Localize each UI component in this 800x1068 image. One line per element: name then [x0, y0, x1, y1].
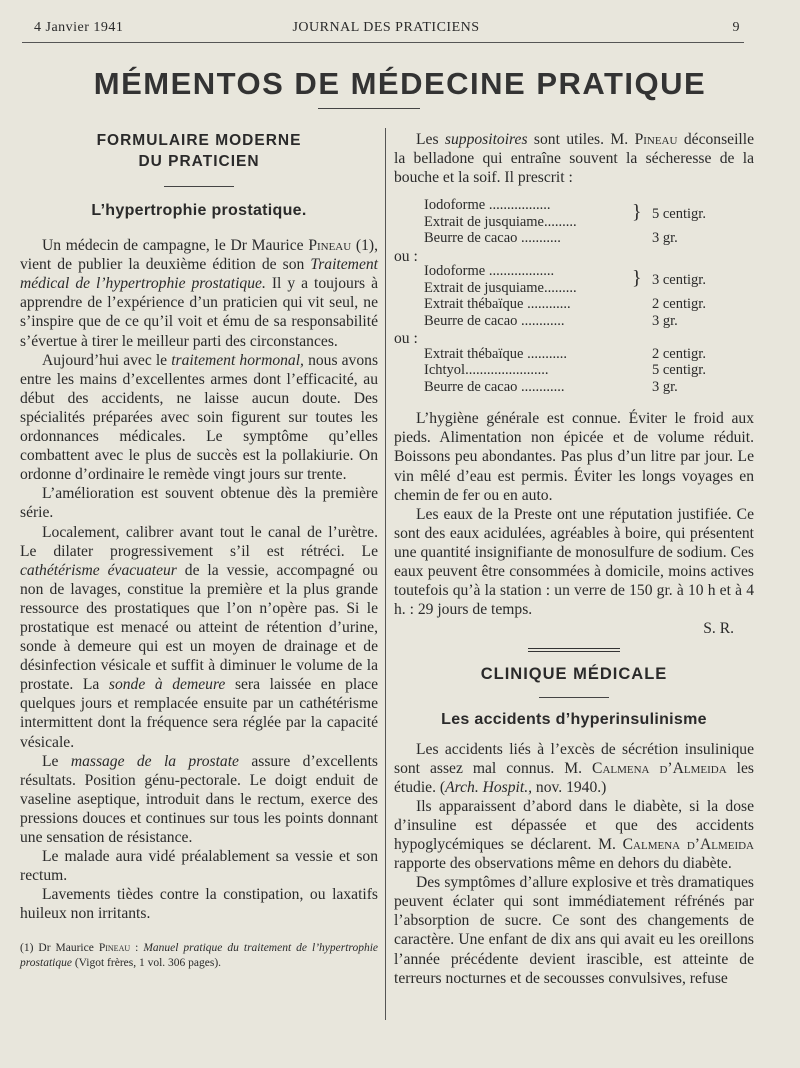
- author-name: Pineau: [308, 237, 352, 255]
- section-title-line-2: DU PRATICIEN: [138, 153, 260, 170]
- paragraph: Le malade aura vidé préalablement sa vessie et son rectum.: [20, 848, 378, 885]
- footnote: (1) Dr Maurice Pineau : Manuel pratique du traitement de l’hypertrophie prostatique (Vigot frères, 1 vol. 306 pages).: [20, 942, 378, 970]
- section-rule: [539, 697, 609, 698]
- section-title-line-1: FORMULAIRE MODERNE: [96, 132, 302, 149]
- paragraph: Les accidents liés à l’excès de sécrétion insulinique sont assez mal connus. M. Calmena d’Almeida les étudie. (Arch. Hospit., nov. 1940.): [394, 740, 754, 796]
- section-separator: [528, 648, 620, 652]
- title-rule: [318, 108, 420, 109]
- right-column: [394, 130, 754, 988]
- paragraph: Des symptômes d’allure explosive et très dramatiques peuvent éclater qui sont immédiatement réfrénés par l’absorption de sucre. Ce sont des changements de caractère. Une enfant de dix ans qui avait eu les oreillons l’année précédente devient irascible, est atteinte de terreurs nocturnes et de secousses convulsives, refuse: [394, 874, 754, 987]
- paragraph: Ils apparaissent d’abord dans le diabète, si la dose d’insuline est dépassée et que des accidents hypoglycémiques se déclarent. M. Calmena d’Almeida rapporte des observations même en dehors du diabète.: [394, 797, 754, 873]
- article-subtitle: L’hypertrophie prostatique.: [91, 202, 307, 219]
- issue-date: 4 Janvier 1941: [34, 20, 124, 35]
- page-number: 9: [732, 20, 740, 35]
- paragraph: L’amélioration est souvent obtenue dès la première série.: [20, 485, 378, 522]
- prescription-3: Extrait thébaïque ........... 2 centigr. Ichtyol....................... 5 centigr. Beurre de cacao ............ 3 gr.: [424, 345, 706, 395]
- section-title: [20, 130, 378, 172]
- header-rule: [22, 42, 744, 43]
- journal-name: JOURNAL DES PRATICIENS: [292, 20, 480, 35]
- paragraph: Les suppositoires sont utiles. M. Pineau déconseille la belladone qui entraîne souvent la sécheresse de la bouche et la soif. Il prescrit :: [394, 131, 754, 187]
- paragraph: Localement, calibrer avant tout le canal de l’urètre. Le dilater progressivement s’il est rétréci. Le cathétérisme évacuateur de la vessie, accompagné ou non de lavages, constitue la première et la plus grande ressource des prostatiques que l’on n’opère pas. Si le prostatique est menacé ou atteint de rétention d’urine, sonde à demeure qui est un moyen de drainage et de désinfection vésicale et suffit à diminuer le volume de la prostate. La sonde à demeure sera laissée en place quelques jours et remplacée ensuite par un cathétérisme intermittent dont la fréquence sera réglée par la capacité vésicale.: [20, 523, 378, 751]
- paragraph: Aujourd’hui avec le traitement hormonal, nous avons entre les mains d’excellentes armes dont l’efficacité, au début des accidents, ne laisse aucun doute. Des spécialités préparées avec soin figurent sur toutes les ordonnances médicales. Le symptôme qu’elles combattent avec le plus de succès est la pollakiurie. On ordonne d’ordinaire le remède vingt jours sur trente.: [20, 351, 379, 484]
- or-label: ou :: [394, 247, 418, 265]
- or-label: ou :: [394, 330, 418, 348]
- book-title: Traitement médical de l’hypertrophie prostatique.: [20, 256, 378, 293]
- page-title: MÉMENTOS DE MÉDECINE PRATIQUE: [93, 66, 707, 101]
- column-divider: [385, 128, 386, 1020]
- section2-title: CLINIQUE MÉDICALE: [480, 665, 668, 684]
- article-subtitle: Les accidents d’hyperinsulinisme: [441, 711, 707, 729]
- left-column: [20, 130, 378, 971]
- section-rule: [164, 186, 234, 187]
- running-header: [30, 20, 742, 40]
- paragraph: Le massage de la prostate assure d’excellents résultats. Position génu-pectorale. Le doigt enduit de vaseline aseptique, introduit dans le rectum, exerce des pressions douces et continues sur tous les points donnant une sensation de résistance.: [20, 752, 378, 846]
- paragraph: Les eaux de la Preste ont une réputation justifiée. Ce sont des eaux acidulées, agréables à boire, qui présentent une quantité insignifiante de monosulfure de sodium. Ces eaux peuvent être consommées à domicile, moins actives toutefois qu’à la station : un verre de 150 gr. à 10 h et à 4 h. : 29 jours de temps.: [394, 505, 754, 619]
- paragraph: Un médecin de campagne, le Dr Maurice Pineau (1), vient de publier la deuxième édition de son Traitement médical de l’hypertrophie prostatique. Il y a toujours à apprendre de l’expérience d’un praticien qui vit seul, ne s’inspire que de ce qu’il voit et ému de sa responsabilité s’évertue à tirer le meilleur parti des circonstances.: [20, 237, 378, 350]
- prescription-1: Iodoforme ................. Extrait de jusquiame......... } 5 centigr. Beurre de cacao ........... 3 gr.: [424, 197, 706, 247]
- signature: S. R.: [703, 620, 734, 638]
- prescription-2: Iodoforme .................. Extrait de jusquiame......... } 3 centigr. Extrait thébaïque ............ 2 centigr. Beurre de cacao ............ 3 gr.: [424, 263, 706, 329]
- paragraph: Lavements tièdes contre la constipation, ou laxatifs huileux non irritants.: [20, 886, 378, 923]
- paragraph: L’hygiène générale est connue. Éviter le froid aux pieds. Alimentation non épicée et de volume réduit. Boissons peu abondantes. Pas plus d’un litre par jour. Le vin mêlé d’eau est permis. Éviter les longs voyages en chemin de fer ou en auto.: [394, 410, 754, 504]
